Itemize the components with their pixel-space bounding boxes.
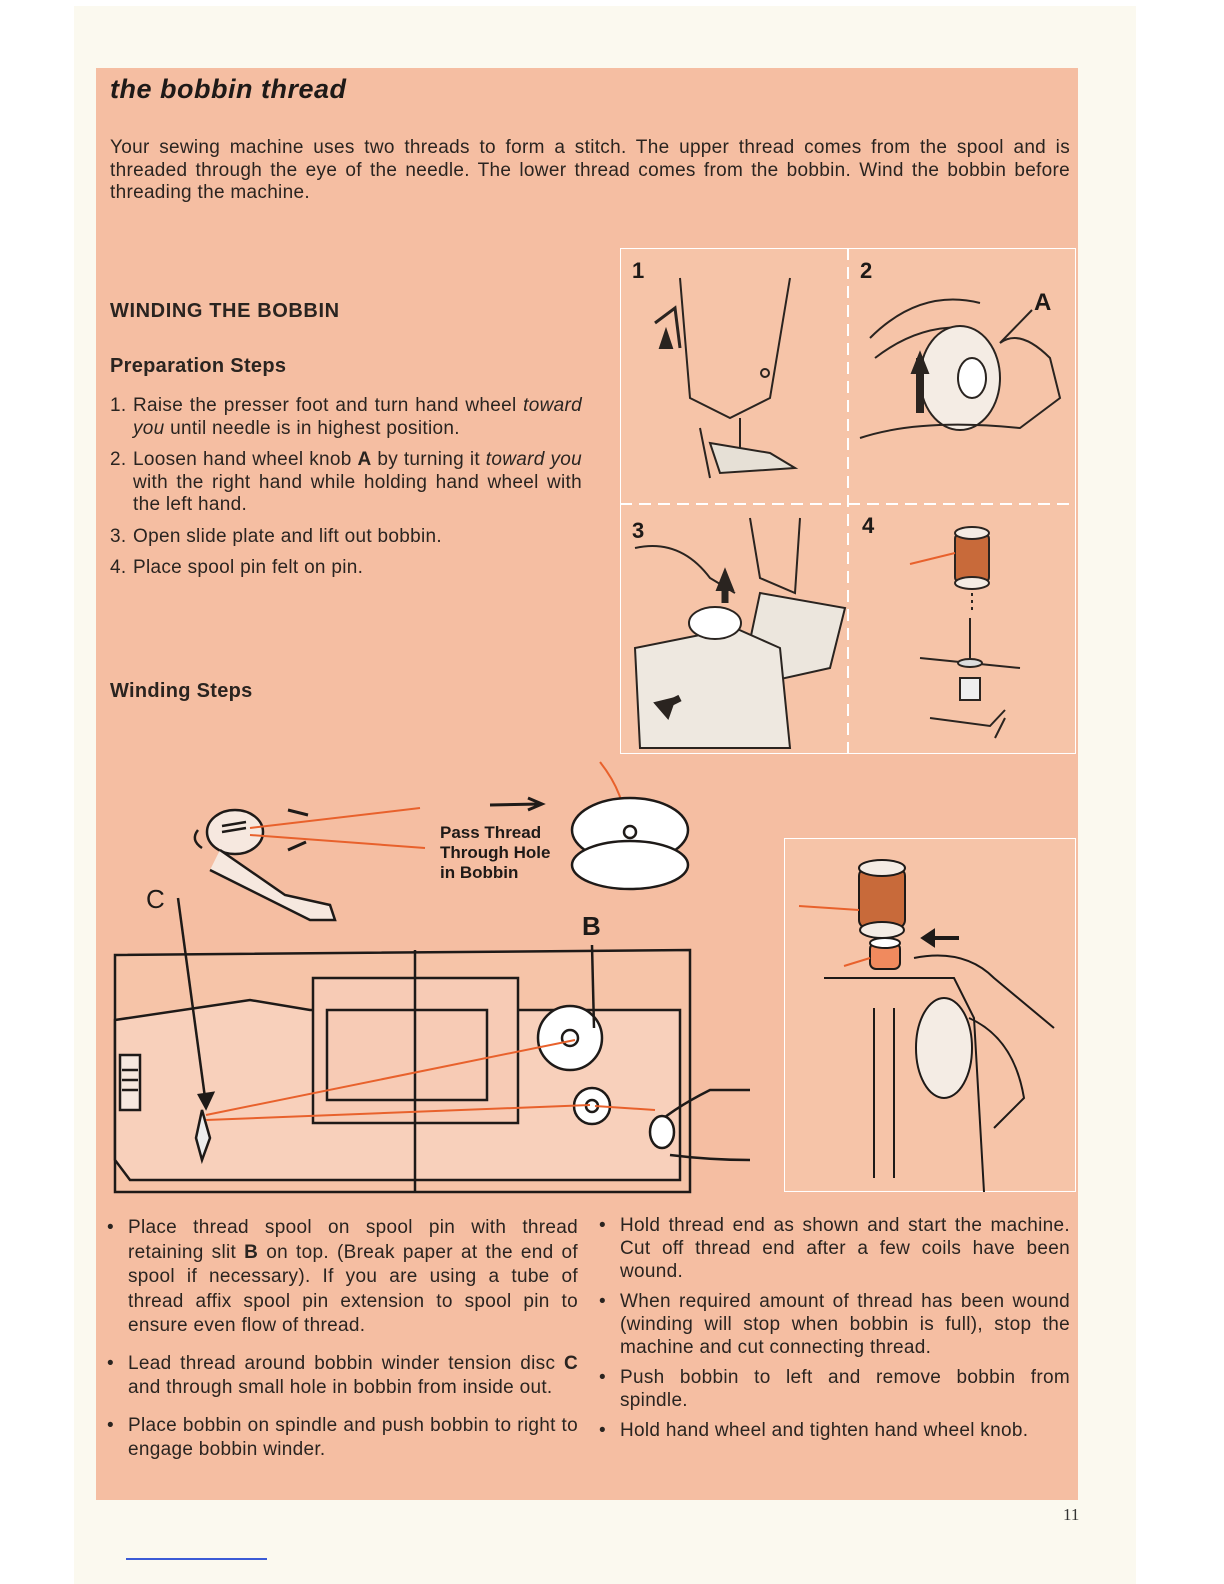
callout-line-3: in Bobbin <box>440 863 519 882</box>
winding-step: • Hold hand wheel and tighten hand wheel knob. <box>599 1420 1029 1441</box>
preparation-illustrations <box>620 248 1076 754</box>
section-heading: WINDING THE BOBBIN <box>110 300 340 322</box>
intro-paragraph: Your sewing machine uses two threads to form a stitch. The upper thread comes from the spool and is threaded through the eye of the needle. The lower thread comes from the bobbin. Wind the bobbin before threading the machine. <box>110 137 1070 203</box>
winding-step: • Lead thread around bobbin winder tension disc C and through small hole in bobbin from inside out. <box>107 1352 578 1398</box>
winding-steps-left <box>104 1216 578 1476</box>
winding-steps-right <box>596 1214 1070 1449</box>
prep-step-1: 1. Raise the presser foot and turn hand wheel toward you until needle is in highest position. <box>110 395 582 439</box>
figure-label-b: B <box>582 911 601 941</box>
preparation-steps <box>110 395 582 589</box>
figure-label-a: A <box>1034 289 1052 316</box>
stray-underline <box>126 1558 267 1560</box>
figure-label-c: C <box>146 884 165 914</box>
figure-label-1: 1 <box>632 258 645 283</box>
prep-step-3: 3. Open slide plate and lift out bobbin. <box>110 525 442 547</box>
figure-label-4: 4 <box>862 513 875 538</box>
page-number: 11 <box>1063 1505 1080 1524</box>
page-title: the bobbin thread <box>110 74 347 104</box>
prep-step-2: 2. Loosen hand wheel knob A by turning it toward you with the right hand while holding hand wheel with the left hand. <box>110 449 582 515</box>
winding-step: • Hold thread end as shown and start the machine. Cut off thread end after a few coils have been wound. <box>599 1215 1070 1282</box>
figure-label-3: 3 <box>632 518 645 543</box>
figure-label-2: 2 <box>860 258 873 283</box>
callout-line-1: Pass Thread <box>440 823 542 842</box>
winding-step: • Place bobbin on spindle and push bobbin to right to engage bobbin winder. <box>107 1414 578 1460</box>
preparation-heading: Preparation Steps <box>110 355 287 377</box>
callout-line-2: Through Hole <box>440 843 551 862</box>
prep-step-4: 4. Place spool pin felt on pin. <box>110 557 364 578</box>
winding-step: • Place thread spool on spool pin with thread retaining slit B on top. (Break paper at the end of spool if necessary). If you are using a tube of thread affix spool pin extension to spool pin to ensure even flow of thread. <box>107 1217 578 1336</box>
winding-diagram <box>110 760 760 1200</box>
winding-hand-figure <box>784 838 1076 1192</box>
winding-step: • Push bobbin to left and remove bobbin from spindle. <box>599 1367 1070 1411</box>
winding-step: • When required amount of thread has been wound (winding will stop when bobbin is full), stop the machine and cut connecting thread. <box>599 1291 1070 1358</box>
winding-heading: Winding Steps <box>110 680 253 702</box>
